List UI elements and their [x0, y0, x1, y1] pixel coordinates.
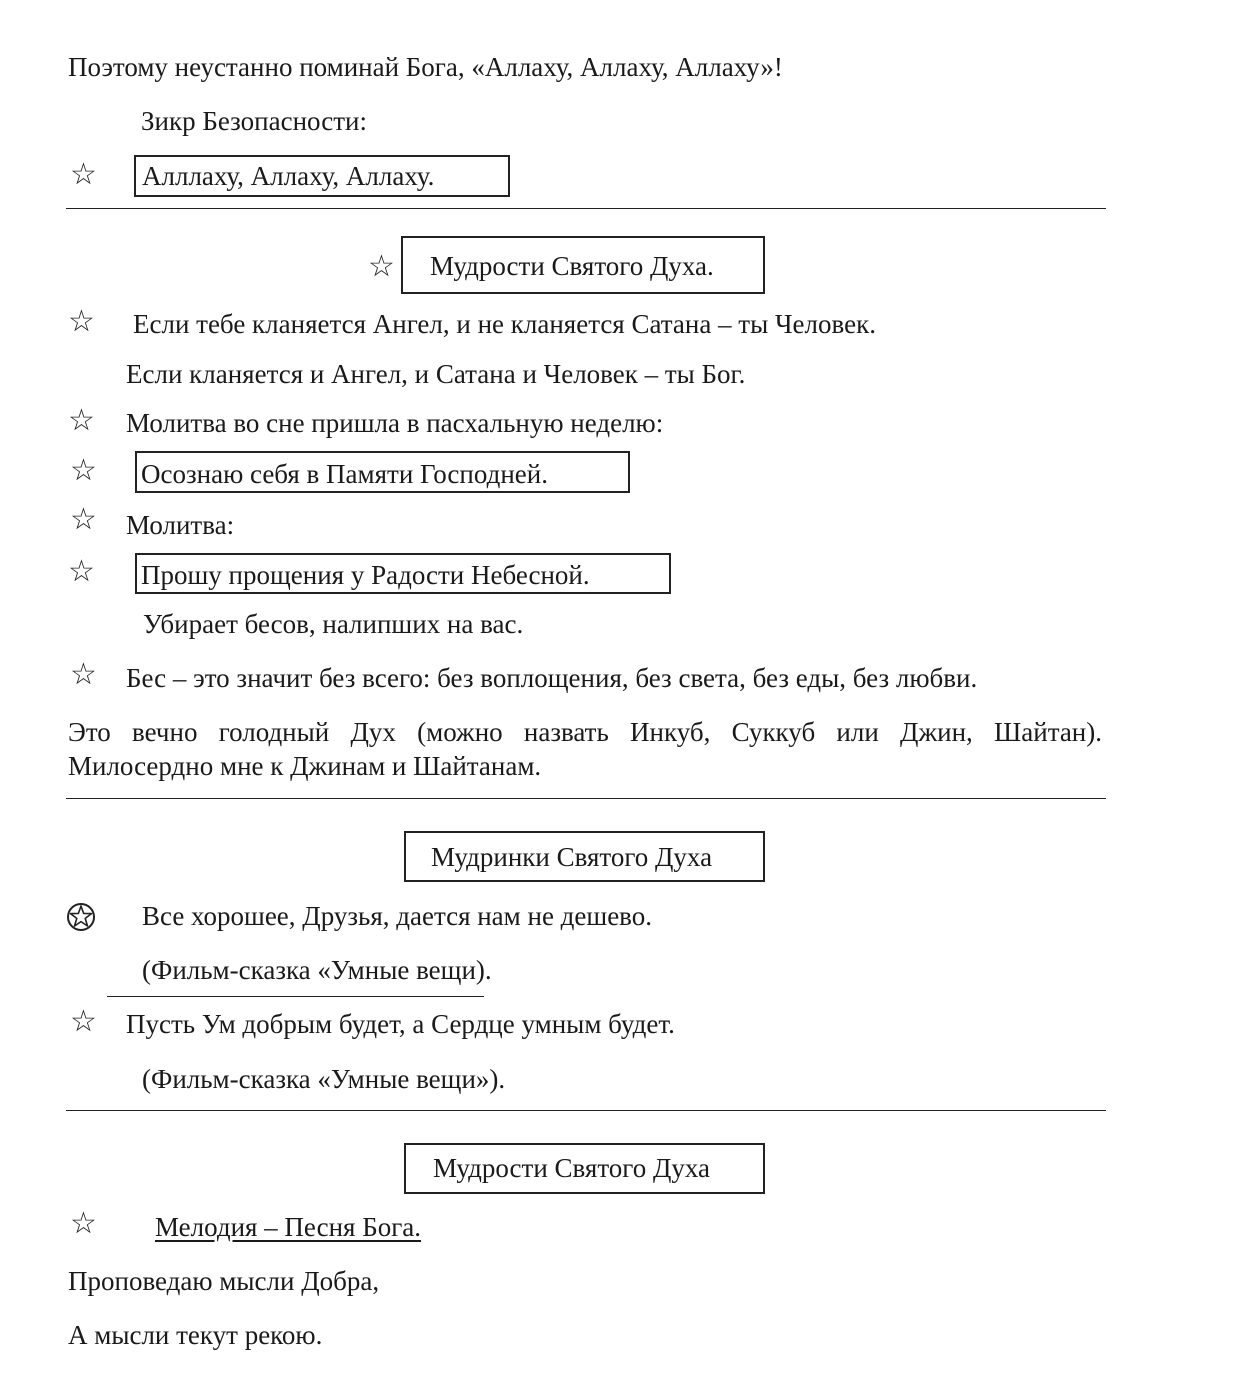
outline-star-icon: ☆ — [70, 1004, 97, 1039]
section1-title: Мудрости Святого Духа. — [430, 251, 714, 281]
prayer2-text: Прошу прощения у Радости Небесной. — [141, 560, 590, 590]
section2-title: Мудринки Святого Духа — [431, 842, 713, 872]
outline-star-icon: ☆ — [70, 453, 97, 488]
s1-paragraph: Это вечно голодный Дух (можно назвать Инкуб, Суккуб или Джин, Шайтан). Милосердно мне к Джинам и Шайтанам. — [68, 717, 1102, 781]
short-underline — [107, 996, 484, 997]
s2-source2: (Фильм-сказка «Умные вещи»). — [142, 1064, 506, 1094]
outline-star-icon: ☆ — [68, 403, 95, 438]
divider — [66, 1110, 1106, 1111]
section3-title: Мудрости Святого Духа — [433, 1153, 710, 1183]
s1-line1: Если тебе кланяется Ангел, и не кланяется Сатана – ты Человек. — [133, 309, 876, 339]
s1-line4: Молитва: — [126, 510, 235, 540]
s2-line1: Все хорошее, Друзья, дается нам не дешево. — [142, 901, 652, 931]
outline-star-icon: ☆ — [70, 502, 97, 537]
outline-star-icon: ☆ — [368, 249, 395, 284]
prayer1-text: Осознаю себя в Памяти Господней. — [141, 459, 548, 489]
intro-text: Поэтому неустанно поминай Бога, «Аллаху, Аллаху, Аллаху»! — [68, 52, 783, 82]
zikr-text: Алллаху, Аллаху, Аллаху. — [142, 161, 435, 191]
s1-line6: Бес – это значит без всего: без воплощения, без света, без еды, без любви. — [126, 663, 978, 693]
circled-star-icon — [66, 902, 96, 932]
outline-star-icon: ☆ — [68, 554, 95, 589]
zikr-label: Зикр Безопасности: — [141, 106, 367, 136]
s2-source1: (Фильм-сказка «Умные вещи). — [142, 955, 492, 985]
divider — [66, 798, 1106, 799]
outline-star-icon: ☆ — [70, 1206, 97, 1241]
s3-heading: Мелодия – Песня Бога. — [155, 1212, 422, 1242]
outline-star-icon: ☆ — [70, 657, 97, 692]
s1-line2: Если кланяется и Ангел, и Сатана и Человек – ты Бог. — [126, 359, 746, 389]
outline-star-icon: ☆ — [70, 157, 97, 192]
s1-line3: Молитва во сне пришла в пасхальную неделю: — [126, 408, 664, 438]
s3-line2: А мысли текут рекою. — [68, 1320, 323, 1350]
s3-line1: Проповедаю мысли Добра, — [68, 1266, 380, 1296]
divider — [66, 208, 1106, 209]
s1-line5: Убирает бесов, налипших на вас. — [143, 609, 524, 639]
s2-line2: Пусть Ум добрым будет, а Сердце умным будет. — [126, 1009, 675, 1039]
outline-star-icon: ☆ — [68, 304, 95, 339]
